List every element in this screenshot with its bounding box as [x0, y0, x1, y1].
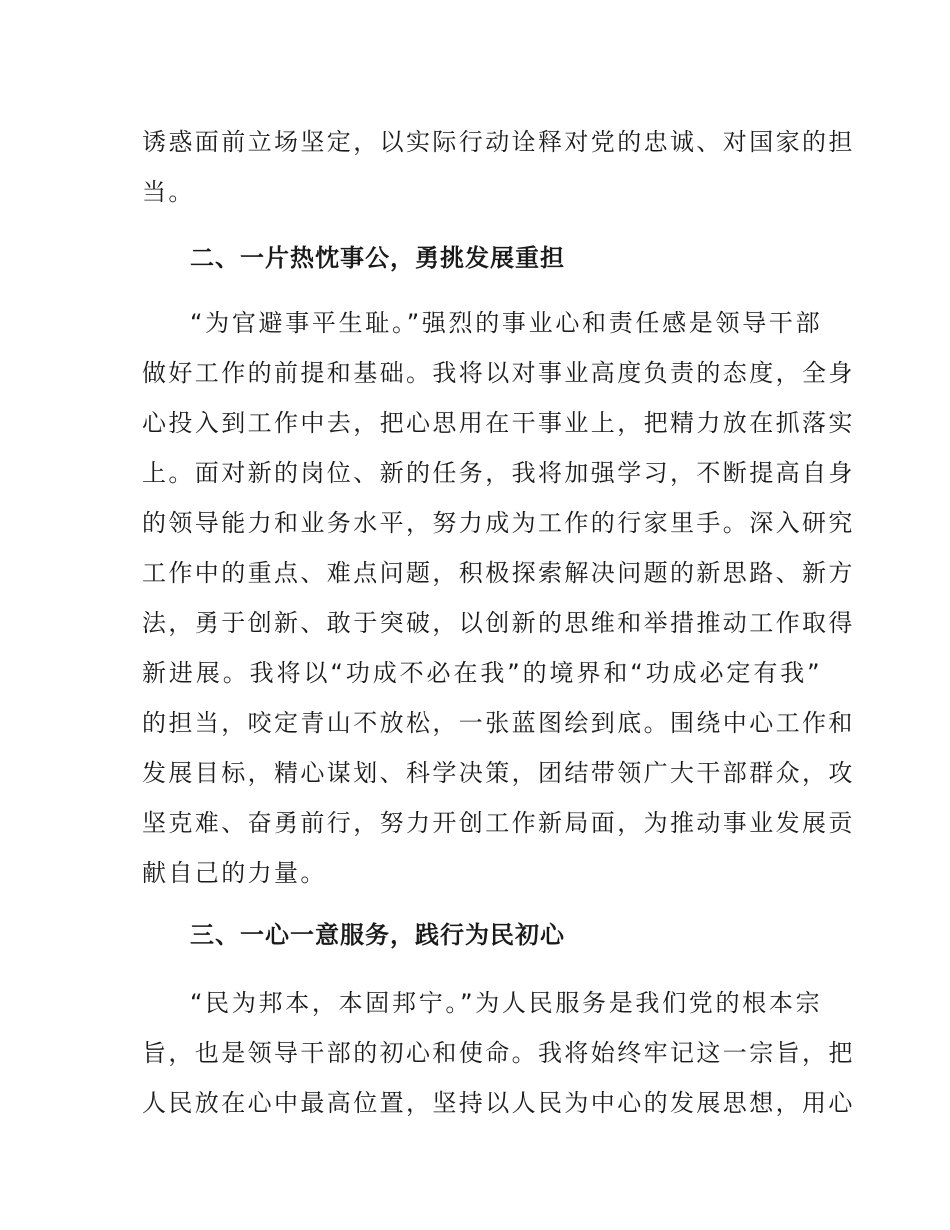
paragraph-line: 的领导能力和业务水平，努力成为工作的行家里手。深入研究 — [142, 509, 855, 537]
paragraph-line: 人民放在心中最高位置，坚持以人民为中心的发展思想，用心 — [142, 1089, 855, 1117]
paragraph-line: “为官避事平生耻。”强烈的事业心和责任感是领导干部 — [190, 309, 822, 337]
paragraph-line: 工作中的重点、难点问题，积极探索解决问题的新思路、新方 — [142, 559, 855, 587]
section-heading-2: 二、一片热忱事公，勇挑发展重担 — [190, 244, 565, 272]
paragraph-line: 上。面对新的岗位、新的任务，我将加强学习，不断提高自身 — [142, 459, 855, 487]
paragraph-line: “民为邦本，本固邦宁。”为人民服务是我们党的根本宗 — [190, 989, 822, 1017]
paragraph-line: 旨，也是领导干部的初心和使命。我将始终牢记这一宗旨，把 — [142, 1039, 855, 1067]
paragraph-line: 诱惑面前立场坚定，以实际行动诠释对党的忠诚、对国家的担 — [142, 128, 855, 156]
paragraph-line: 心投入到工作中去，把心思用在干事业上，把精力放在抓落实 — [142, 409, 855, 437]
paragraph-line: 当。 — [142, 178, 195, 206]
section-heading-3: 三、一心一意服务，践行为民初心 — [190, 921, 565, 949]
paragraph-line: 发展目标，精心谋划、科学决策，团结带领广大干部群众，攻 — [142, 759, 855, 787]
paragraph-line: 新进展。我将以“功成不必在我”的境界和“功成必定有我” — [142, 659, 822, 687]
paragraph-line: 的担当，咬定青山不放松，一张蓝图绘到底。围绕中心工作和 — [142, 709, 855, 737]
paragraph-line: 法，勇于创新、敢于突破，以创新的思维和举措推动工作取得 — [142, 609, 855, 637]
paragraph-line: 献自己的力量。 — [142, 859, 327, 887]
paragraph-line: 坚克难、奋勇前行，努力开创工作新局面，为推动事业发展贡 — [142, 809, 855, 837]
paragraph-line: 做好工作的前提和基础。我将以对事业高度负责的态度，全身 — [142, 359, 855, 387]
